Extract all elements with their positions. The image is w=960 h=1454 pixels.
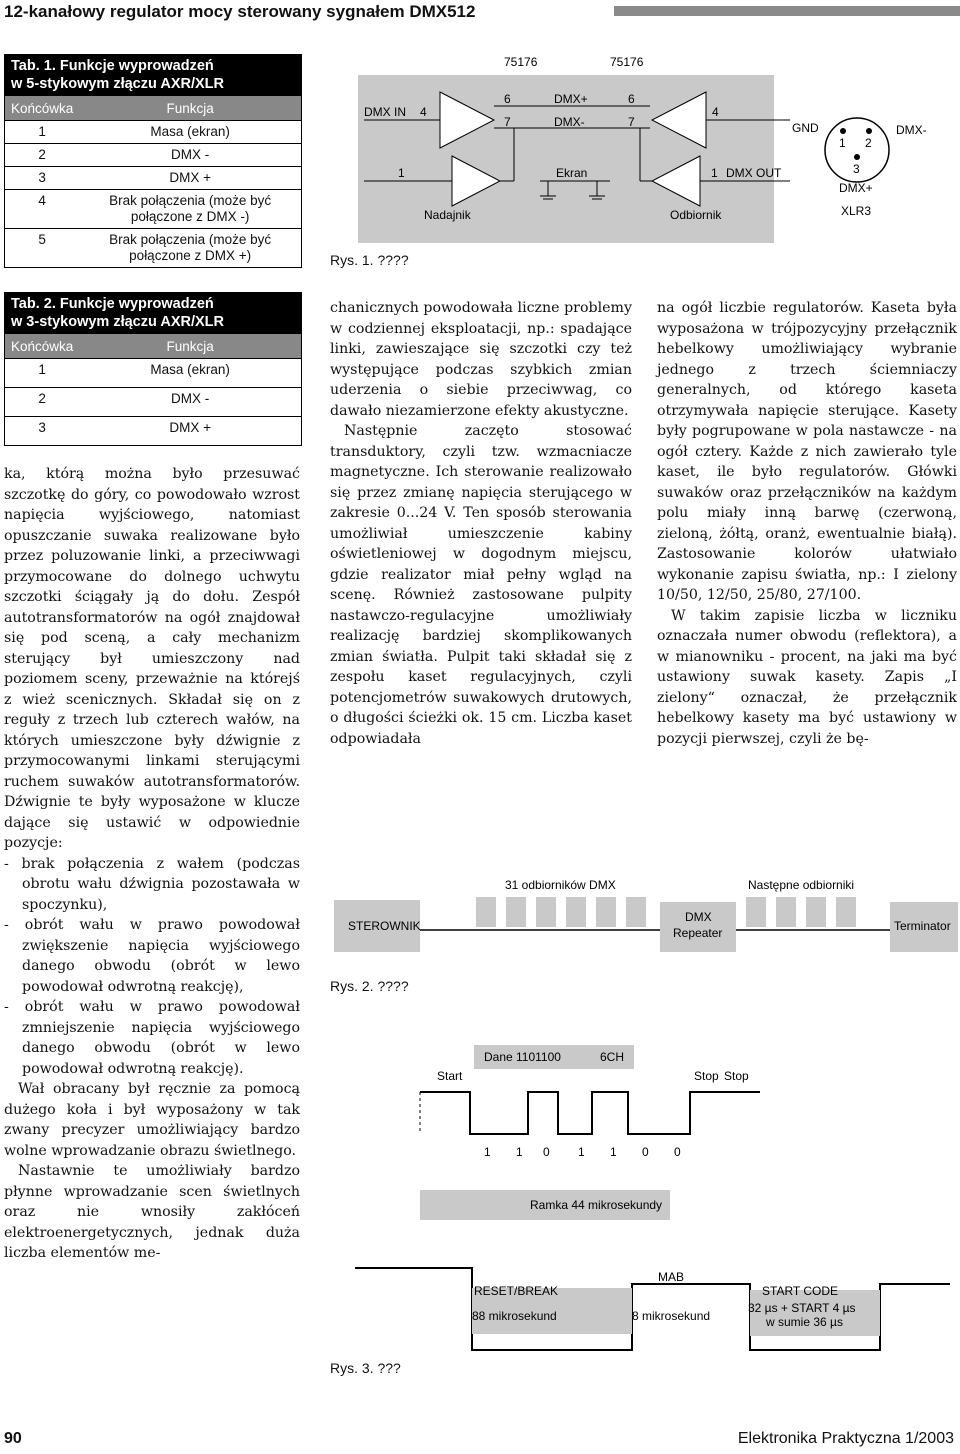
table-cell-function: DMX - xyxy=(79,144,301,167)
fig2-terminator-label: Terminator xyxy=(894,919,951,933)
figure-2-caption: Rys. 2. ???? xyxy=(330,978,409,994)
table-cell-pin: 3 xyxy=(5,167,79,190)
paragraph: na ogół liczbie regulatorów. Kaseta była wyposażona w trójpozycyjny przełącznik hebelkowy umożliwiający wybranie jednego z trzech ściemniaczy generalnych, od którego kaseta otrzymywała napięcie sterujące. Kasety były pogrupowane w pola nastawcze - na ogół cztery. Każde z nich zawierało tyle kaset, ile było regulatorów. Główki suwaków oraz przełączników na każdym polu miały inną barwę (czerwoną, zieloną, żółtą, oranż, ewentualnie białą). Zastosowanie kolorów ułatwiało wykonanie zapisu światła, np.: I zielony 10/50, 12/50, 25/80, 27/100. xyxy=(657,300,957,603)
paragraph: Następnie zaczęto stosować transduktory, czyli tzw. wzmacniacze magnetyczne. Ich sterowanie realizowało się przez zmianę napięcia sterującego w zakresie 0...24 V. Ten sposób sterowania umożliwiał umieszczenie kabiny oświetleniowej w dogodnym miejscu, gdzie realizator miał pełny wgląd na scenę. Również zastosowane pulpity nastawczo-regulacyjne umożliwiały realizację bardziej skomplikowanych zmian światła. Pulpit taki składał się z zespołu kaset regulacyjnych, czyli potencjometrów suwakowych drutowych, o długości ścieżki ok. 15 cm. Liczba kaset odpowiadała xyxy=(330,423,632,747)
table-1-grid xyxy=(5,96,301,267)
fig1-dmx-in-label: DMX IN xyxy=(364,105,406,119)
figure-1-caption: Rys. 1. ???? xyxy=(330,252,409,268)
paragraph: chanicznych powodowała liczne problemy w codziennej eksploatacji, np.: spadające linki, zawieszające się szczotki czy też występujące podczas szybkich zmian uderzenia o siebie przeciwwag, co dawało niezamierzone efekty akustyczne. xyxy=(330,300,632,419)
fig3-bit: 1 xyxy=(516,1145,523,1159)
fig1-dmx-minus-label: DMX- xyxy=(554,115,585,129)
table-1-title-line2: w 5-stykowym złączu AXR/XLR xyxy=(11,76,224,92)
page-header-title: 12-kanałowy regulator mocy sterowany sygnałem DMX512 xyxy=(4,2,476,21)
figure-3-diagram xyxy=(330,1040,960,1360)
table-1-header-row xyxy=(5,96,301,121)
table-2-title xyxy=(5,293,301,334)
table-cell-function: DMX + xyxy=(79,417,301,446)
header-decorative-bar xyxy=(614,6,960,16)
table-1 xyxy=(4,54,302,268)
table-2-title-line1: Tab. 2. Funkcje wyprowadzeń xyxy=(11,296,214,312)
fig1-xlr-pin1 xyxy=(840,128,846,134)
fig3-bit: 1 xyxy=(484,1145,491,1159)
fig1-dmx-plus-label: DMX+ xyxy=(554,92,588,106)
fig1-xlr-pin2 xyxy=(866,128,872,134)
fig1-gnd-label: GND xyxy=(792,121,819,135)
table-row xyxy=(5,121,301,144)
table-2-title-line2: w 3-stykowym złączu AXR/XLR xyxy=(11,314,224,330)
table-row xyxy=(5,190,301,229)
magazine-name: Elektronika Praktyczna 1/2003 xyxy=(737,1430,954,1447)
fig1-ekran-label: Ekran xyxy=(556,166,588,180)
fig1-xlr-pin3 xyxy=(854,154,860,160)
paragraph: W takim zapisie liczba w liczniku oznaczała numer obwodu (reflektora), a w mianowniku - procent, na jaki ma być ustawiony suwak kasety. Zapis „I zielony“ oznaczał, że przełącznik hebelkowy kasety ma być ustawiony w pozycji pierwszej, czyli że bę- xyxy=(657,607,957,747)
table-1-title-line1: Tab. 1. Funkcje wyprowadzeń xyxy=(11,58,214,74)
table-cell-pin: 1 xyxy=(5,359,79,388)
fig3-stop2-label: Stop xyxy=(724,1069,749,1083)
text-column-2 xyxy=(330,298,632,749)
table-2-grid xyxy=(5,334,301,445)
fig1-pin7-right: 7 xyxy=(628,115,635,129)
fig3-bit: 0 xyxy=(642,1145,649,1159)
paragraph: ka, którą można było przesuwać szczotkę do góry, co powodowało wzrost napięcia wyjściowego, natomiast opuszczanie suwaka realizowane było przez poluzowanie linki, a przeciwwagi przymocowane do dolnego uchwytu szczotki ściągały ją do dołu. Zespół autotransformatorów na ogół znajdował się pod sceną, a cały mechanizm sterujący był umieszczony nad poziomem sceny, przeważnie na którejś z wież scenicznych. Składał się on z reguły z trzech lub czterech wałów, na których umieszczone były dźwignie z przymocowanymi linkami sterującymi ruchem suwaków autotransformatorów. Dźwignie te były wyposażone w klucze dające się ustawić w odpowiednie pozycje: xyxy=(4,466,300,851)
list-item: - obrót wału w prawo powodował zmniejszenie napięcia wyjściowego danego obwodu (obrót w lewo powodował odwrotną reakcję). xyxy=(4,999,300,1077)
table-2-col-function: Funkcja xyxy=(79,334,301,359)
fig1-pin4-left: 4 xyxy=(420,105,427,119)
fig3-bit: 0 xyxy=(543,1145,550,1159)
table-2 xyxy=(4,292,302,446)
fig3-start-code-time1: 32 µs + START 4 µs xyxy=(748,1301,856,1315)
fig3-start-code-label: START CODE xyxy=(762,1284,839,1298)
fig1-xlr-pin2-label: 2 xyxy=(865,136,872,150)
fig3-bit: 1 xyxy=(610,1145,617,1159)
fig2-next-box xyxy=(746,897,766,927)
text-column-3 xyxy=(657,298,957,749)
fig2-next-box xyxy=(806,897,826,927)
fig3-ch-label: 6CH xyxy=(600,1050,625,1064)
table-row xyxy=(5,417,301,446)
fig2-next-box xyxy=(836,897,856,927)
fig1-pin4-right: 4 xyxy=(712,105,719,119)
table-row xyxy=(5,229,301,268)
fig3-start-code-time2: w sumie 36 µs xyxy=(766,1315,843,1329)
page-number: 90 xyxy=(4,1430,22,1447)
fig2-repeater-label-1: DMX xyxy=(685,910,712,924)
fig1-chip-right-label: 75176 xyxy=(610,55,644,69)
table-cell-pin: 3 xyxy=(5,417,79,446)
fig2-controller-label: STEROWNIK xyxy=(348,919,421,933)
fig1-nadajnik-label: Nadajnik xyxy=(424,208,471,222)
table-row xyxy=(5,144,301,167)
fig2-next-box xyxy=(776,897,796,927)
fig1-xlr-pin1-label: 1 xyxy=(839,136,846,150)
fig1-xlr-dmx-plus-label: DMX+ xyxy=(839,181,873,195)
fig2-receiver-box xyxy=(536,897,556,927)
fig2-receiver-box xyxy=(476,897,496,927)
fig3-data-label: Dane 1101100 xyxy=(484,1050,561,1064)
fig3-mab-label: MAB xyxy=(658,1270,685,1284)
paragraph: Nastawnie te umożliwiały bardzo płynne wprowadzanie scen świetlnych oraz nie wnosiły zakłóceń elektroenergetycznych, jednak duża liczba elementów me- xyxy=(4,1163,300,1261)
fig1-dmx-out-label: DMX OUT xyxy=(726,166,782,180)
list-item: - obrót wału w prawo powodował zwiększenie napięcia wyjściowego danego obwodu (obrót w lewo powodował odwrotną reakcję), xyxy=(4,917,300,995)
table-1-col-pin: Końcówka xyxy=(5,96,79,121)
figure-2-diagram xyxy=(330,870,960,975)
fig3-bit: 0 xyxy=(674,1145,681,1159)
fig1-pin6-left: 6 xyxy=(504,92,511,106)
fig3-reset-label: RESET/BREAK xyxy=(474,1284,559,1298)
fig2-receiver-box xyxy=(566,897,586,927)
table-cell-function: Brak połączenia (może być połączone z DMX -) xyxy=(79,190,301,229)
list-item: - brak połączenia z wałem (podczas obrotu wału dźwignia pozostawała w spoczynku), xyxy=(4,855,300,913)
table-1-title xyxy=(5,55,301,96)
table-cell-function: Brak połączenia (może być połączone z DMX +) xyxy=(79,229,301,268)
fig3-start-label: Start xyxy=(437,1069,463,1083)
fig1-xlr3-label: XLR3 xyxy=(841,204,872,218)
table-2-col-pin: Końcówka xyxy=(5,334,79,359)
fig2-receiver-box xyxy=(596,897,616,927)
fig3-stop1-label: Stop xyxy=(694,1069,719,1083)
fig1-pin6-right: 6 xyxy=(628,92,635,106)
table-cell-pin: 2 xyxy=(5,144,79,167)
table-cell-pin: 1 xyxy=(5,121,79,144)
table-cell-pin: 4 xyxy=(5,190,79,229)
table-row xyxy=(5,388,301,417)
fig3-mab-time-label: 8 mikrosekund xyxy=(632,1309,711,1323)
figure-3-caption: Rys. 3. ??? xyxy=(330,1360,401,1376)
fig2-receiver-box xyxy=(506,897,526,927)
table-cell-function: Masa (ekran) xyxy=(79,121,301,144)
fig3-reset-time-label: 88 mikrosekund xyxy=(472,1309,557,1323)
fig1-pin7-left: 7 xyxy=(504,115,511,129)
table-1-col-function: Funkcja xyxy=(79,96,301,121)
fig2-repeater-label-2: Repeater xyxy=(673,926,723,940)
table-cell-function: Masa (ekran) xyxy=(79,359,301,388)
text-column-1 xyxy=(4,464,300,1264)
fig3-frame-label: Ramka 44 mikrosekundy xyxy=(530,1198,663,1212)
fig3-bit: 1 xyxy=(578,1145,585,1159)
table-2-header-row xyxy=(5,334,301,359)
fig2-receivers-label: 31 odbiorników DMX xyxy=(505,878,616,892)
fig3-data-waveform xyxy=(420,1092,760,1134)
table-row xyxy=(5,359,301,388)
table-cell-pin: 5 xyxy=(5,229,79,268)
figure-1-diagram xyxy=(355,52,960,252)
fig1-pin1-right: 1 xyxy=(711,166,718,180)
table-cell-function: DMX - xyxy=(79,388,301,417)
fig1-odbiornik-label: Odbiornik xyxy=(670,208,722,222)
fig2-receiver-box xyxy=(626,897,646,927)
paragraph: Wał obracany był ręcznie za pomocą dużego koła i był wyposażony w tak zwany precyzer umożliwiający bardzo wolne wprowadzanie obrazu świetlnego. xyxy=(4,1081,300,1159)
fig1-xlr-pin3-label: 3 xyxy=(853,162,860,176)
table-row xyxy=(5,167,301,190)
table-cell-function: DMX + xyxy=(79,167,301,190)
fig1-chip-left-label: 75176 xyxy=(504,55,538,69)
fig1-pin1-left: 1 xyxy=(398,166,405,180)
table-cell-pin: 2 xyxy=(5,388,79,417)
fig1-xlr-dmx-minus-label: DMX- xyxy=(896,123,927,137)
fig2-next-label: Następne odbiorniki xyxy=(748,878,855,892)
